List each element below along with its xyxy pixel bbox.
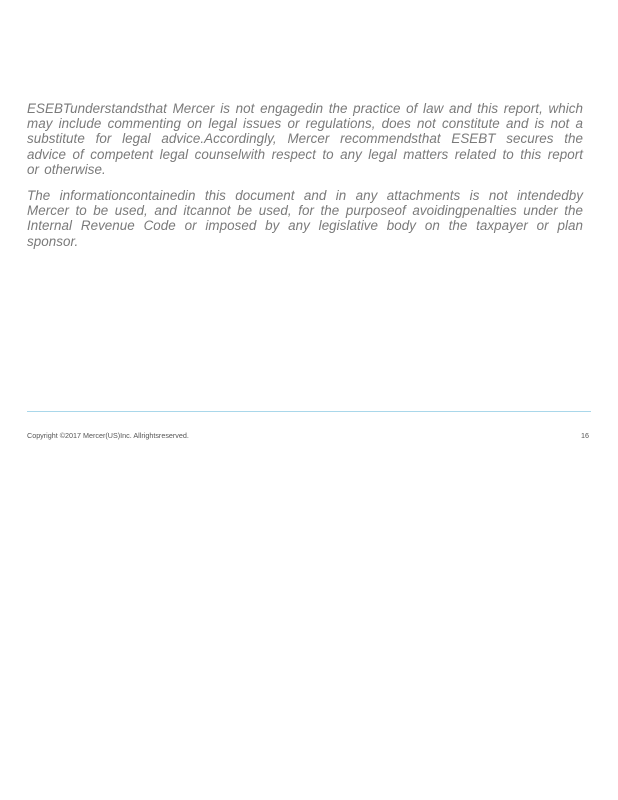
page-number: 16	[581, 431, 589, 440]
legal-disclaimer-paragraph: ESEBTunderstandsthat Mercer is not engagedin the practice of law and this report, which may include commenting on legal issues or regulations, does not constitute and is not a substitute for legal advice.Accordingly, Mercer recommendsthat ESEBT secures the advice of competent legal counselwith respect to any legal matters related to this report or otherwise.	[27, 101, 583, 177]
footer-divider	[27, 411, 591, 412]
tax-disclaimer-paragraph: The informationcontainedin this document and in any attachments is not intendedby Mercer to be used, and itcannot be used, for the purposeof avoidingpenalties under the Internal Revenue Code or imposed by any legislative body on the taxpayer or plan sponsor.	[27, 188, 583, 249]
copyright-notice: Copyright ©2017 Mercer(US)Inc. Allrightsreserved.	[27, 431, 189, 440]
